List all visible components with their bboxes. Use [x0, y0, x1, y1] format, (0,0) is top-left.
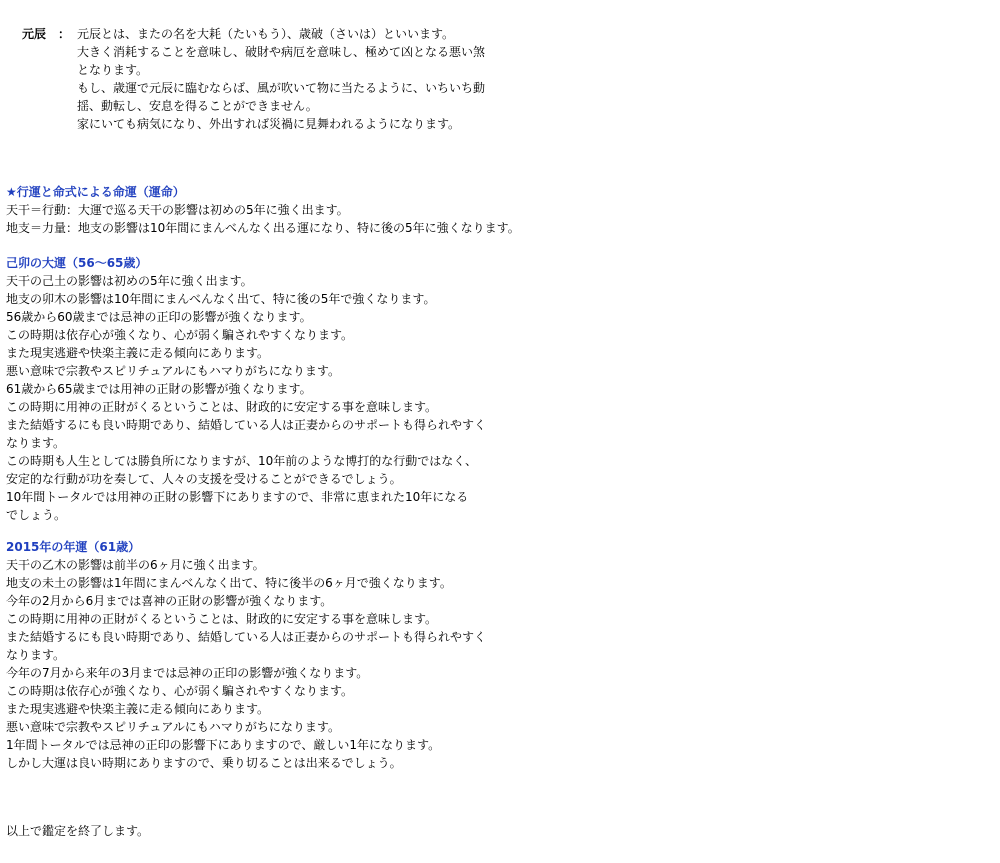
section-taiun: [6, 254, 566, 524]
text-line: 61歳から65歳までは用神の正財の影響が強くなります。: [6, 382, 312, 396]
text-line: 1年間トータルでは忌神の正印の影響下にありますので、厳しい1年になります。: [6, 738, 441, 752]
text-line: この時期は依存心が強くなり、心が弱く騙されやすくなります。: [6, 684, 354, 698]
section-heading-taiun: 己卯の大運（56～65歳）: [6, 256, 148, 270]
text-line: 地支＝力量：地支の影響は10年間にまんべんなく出る運になり、特に後の5年に強くなります。: [6, 221, 520, 235]
closing-remark: 以上で鑑定を終了します。: [6, 824, 150, 838]
gengen-colon: ：: [58, 27, 71, 41]
text-line: 悪い意味で宗教やスピリチュアルにもハマりがちになります。: [6, 364, 340, 378]
text-line: この時期に用神の正財がくるということは、財政的に安定する事を意味します。: [6, 612, 438, 626]
section-nenun: [6, 538, 566, 772]
text-line: 天干の己土の影響は初めの5年に強く出ます。: [6, 274, 253, 288]
section-heading-unmei: ★行運と命式による命運（運命）: [6, 185, 185, 199]
text-line: 安定的な行動が功を奏して、人々の支援を受けることができるでしょう。: [6, 472, 402, 486]
gengen-line: 揺、動転し、安息を得ることができません。: [77, 99, 318, 113]
gengen-line: 家にいても病気になり、外出すれば災禍に見舞われるようになります。: [77, 117, 461, 131]
text-line: また現実逃避や快楽主義に走る傾向にあります。: [6, 346, 270, 360]
text-line: なります。: [6, 436, 66, 450]
text-line: 10年間トータルでは用神の正財の影響下にありますので、非常に恵まれた10年になる: [6, 490, 469, 504]
text-line: しかし大運は良い時期にありますので、乗り切ることは出来るでしょう。: [6, 756, 402, 770]
gengen-line: もし、歳運で元辰に臨むならば、風が吹いて物に当たるように、いちいち動: [77, 81, 486, 95]
text-line: 天干の乙木の影響は前半の6ヶ月に強く出ます。: [6, 558, 265, 572]
gengen-term: 元辰: [22, 27, 47, 41]
text-line: また結婚するにも良い時期であり、結婚している人は正妻からのサポートも得られやすく: [6, 630, 487, 644]
text-line: この時期も人生としては勝負所になりますが、10年前のような博打的な行動ではなく、: [6, 454, 478, 468]
gengen-line: 大きく消耗することを意味し、破財や病厄を意味し、極めて凶となる悪い煞: [77, 45, 486, 59]
text-line: また結婚するにも良い時期であり、結婚している人は正妻からのサポートも得られやすく: [6, 418, 487, 432]
text-line: 今年の2月から6月までは喜神の正財の影響が強くなります。: [6, 594, 333, 608]
text-line: また現実逃避や快楽主義に走る傾向にあります。: [6, 702, 270, 716]
gengen-line: となります。: [77, 63, 149, 77]
text-line: 地支の卯木の影響は10年間にまんべんなく出て、特に後の5年で強くなります。: [6, 292, 436, 306]
text-line: 天干＝行動：大運で巡る天干の影響は初めの5年に強く出ます。: [6, 203, 349, 217]
text-line: でしょう。: [6, 508, 67, 522]
gengen-description: [77, 25, 547, 133]
text-line: 今年の7月から来年の3月までは忌神の正印の影響が強くなります。: [6, 666, 369, 680]
text-line: この時期は依存心が強くなり、心が弱く騙されやすくなります。: [6, 328, 354, 342]
section-unmei: [6, 183, 566, 237]
text-line: なります。: [6, 648, 66, 662]
text-line: 地支の未土の影響は1年間にまんべんなく出て、特に後半の6ヶ月で強くなります。: [6, 576, 452, 590]
section-heading-nenun: 2015年の年運（61歳）: [6, 540, 141, 554]
text-line: 56歳から60歳までは忌神の正印の影響が強くなります。: [6, 310, 312, 324]
gengen-line: 元辰とは、またの名を大耗（たいもう）、歳破（さいは）といいます。: [77, 27, 455, 41]
text-line: 悪い意味で宗教やスピリチュアルにもハマりがちになります。: [6, 720, 340, 734]
text-line: この時期に用神の正財がくるということは、財政的に安定する事を意味します。: [6, 400, 438, 414]
